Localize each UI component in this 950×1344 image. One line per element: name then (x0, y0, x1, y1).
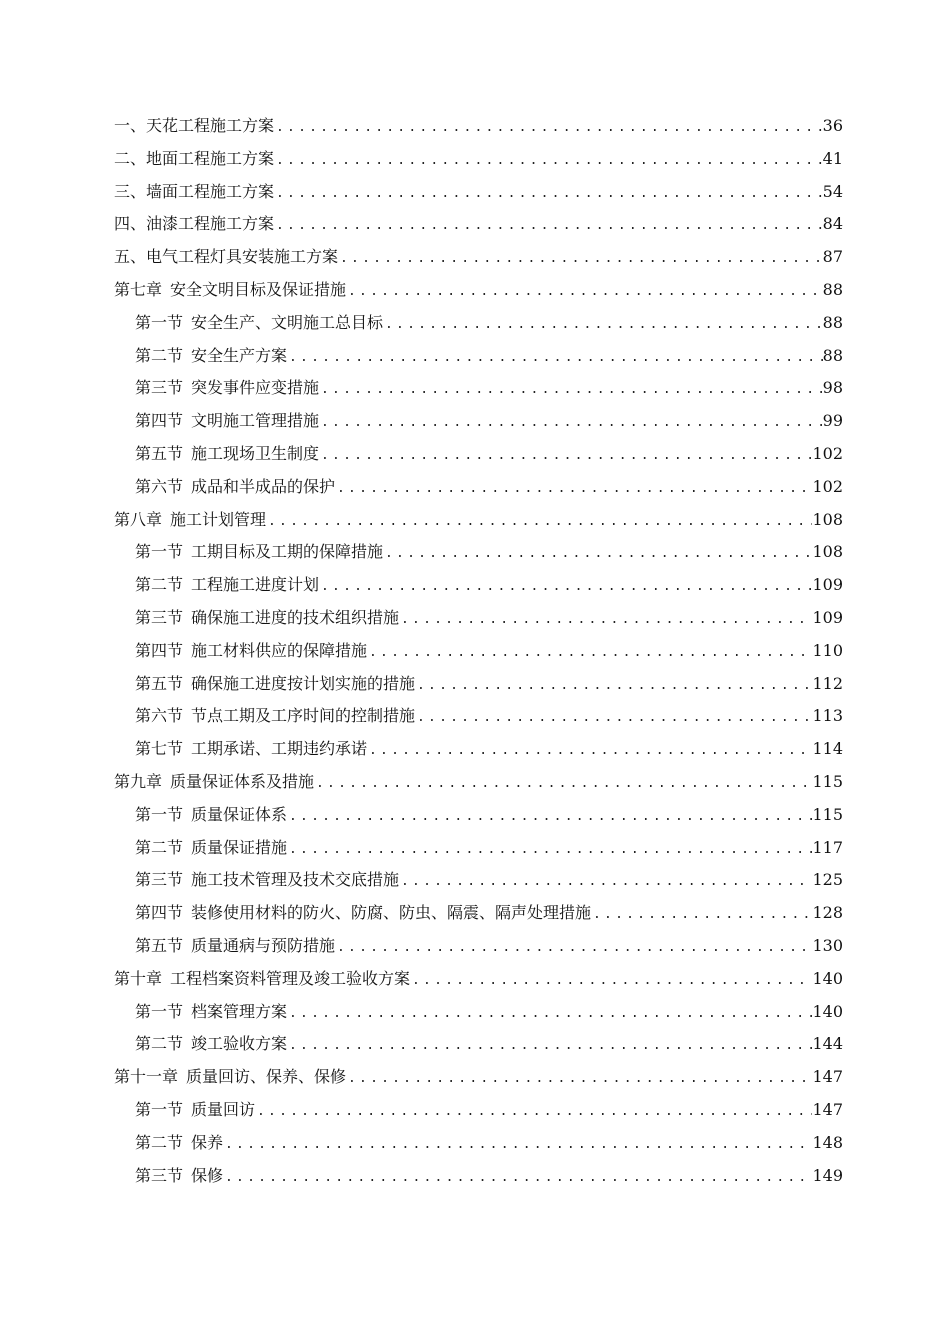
toc-leader-dots (287, 834, 812, 867)
toc-entry-prefix: 第七章 (114, 279, 163, 299)
toc-entry-label (114, 143, 274, 176)
toc-leader-dots (591, 899, 812, 932)
toc-entry-title: 档案管理方案 (191, 1001, 288, 1021)
toc-leader-dots (367, 637, 812, 670)
toc-entry-title: 成品和半成品的保护 (191, 476, 336, 496)
toc-entry-prefix: 第四节 (135, 411, 184, 431)
toc-leader-dots (274, 178, 823, 211)
toc-leader-dots (274, 112, 823, 145)
toc-entry-title: 工程施工进度计划 (191, 575, 320, 595)
toc-entry-label (135, 405, 319, 438)
toc-entry-label (135, 536, 383, 569)
toc-leader-dots (319, 374, 823, 407)
toc-entry-title: 施工计划管理 (170, 509, 267, 529)
toc-entry-page-number: 88 (822, 345, 843, 365)
toc-entry-title: 工期承诺、工期违约承诺 (191, 739, 368, 759)
toc-entry-label (135, 372, 319, 405)
toc-entry-section[interactable] (114, 1028, 843, 1061)
toc-entry-label (114, 1061, 346, 1094)
toc-entry-label (135, 733, 367, 766)
toc-leader-dots (367, 735, 812, 768)
toc-entry-section[interactable] (114, 372, 843, 405)
toc-entry-label (114, 176, 274, 209)
toc-leader-dots (266, 506, 812, 539)
toc-entry-prefix: 第八章 (114, 509, 163, 529)
toc-entry-page-number: 148 (812, 1132, 843, 1152)
toc-leader-dots (223, 1129, 812, 1162)
toc-entry-section[interactable] (114, 602, 843, 635)
toc-entry-title: 节点工期及工序时间的控制措施 (191, 706, 416, 726)
toc-entry-label (135, 897, 591, 930)
toc-leader-dots (255, 1096, 812, 1129)
toc-entry-chapter[interactable] (114, 766, 843, 799)
toc-entry-page-number: 109 (812, 607, 843, 627)
toc-entry-label (135, 602, 399, 635)
toc-leader-dots (383, 538, 812, 571)
toc-entry-label (114, 110, 274, 143)
toc-entry-page-number: 87 (822, 247, 843, 267)
toc-entry-prefix: 第一节 (135, 804, 184, 824)
toc-leader-dots (274, 145, 823, 178)
toc-entry-section[interactable] (114, 438, 843, 471)
toc-entry-prefix: 第六节 (135, 476, 184, 496)
toc-leader-dots (287, 1030, 812, 1063)
toc-entry-section[interactable] (114, 799, 843, 832)
toc-leader-dots (410, 965, 812, 998)
toc-entry-title: 质量通病与预防措施 (191, 935, 336, 955)
toc-entry-chapter[interactable] (114, 241, 843, 274)
toc-entry-chapter[interactable] (114, 143, 843, 176)
toc-entry-section[interactable] (114, 635, 843, 668)
toc-entry-title: 一、天花工程施工方案 (114, 116, 275, 135)
toc-leader-dots (399, 866, 812, 899)
toc-entry-section[interactable] (114, 897, 843, 930)
toc-leader-dots (319, 440, 812, 473)
toc-leader-dots (319, 571, 812, 604)
toc-entry-section[interactable] (114, 405, 843, 438)
toc-leader-dots (415, 670, 812, 703)
toc-entry-label (114, 504, 266, 537)
toc-entry-label (114, 241, 338, 274)
toc-entry-prefix: 第一节 (135, 542, 184, 562)
toc-entry-section[interactable] (114, 733, 843, 766)
toc-entry-title: 质量保证措施 (191, 837, 288, 857)
toc-entry-prefix: 第三节 (135, 378, 184, 398)
toc-entry-title: 四、油漆工程施工方案 (114, 214, 275, 234)
toc-leader-dots (338, 243, 823, 276)
toc-entry-label (114, 208, 274, 241)
toc-leader-dots (415, 702, 812, 735)
toc-leader-dots (346, 276, 823, 309)
toc-entry-section[interactable] (114, 1160, 843, 1193)
toc-leader-dots (319, 407, 823, 440)
toc-entry-prefix: 第六节 (135, 706, 184, 726)
toc-entry-page-number: 108 (812, 509, 843, 529)
toc-entry-section[interactable] (114, 930, 843, 963)
toc-entry-prefix: 第三节 (135, 1165, 184, 1185)
toc-entry-label (135, 832, 287, 865)
toc-entry-title: 施工材料供应的保障措施 (191, 640, 368, 660)
toc-entry-title: 保修 (191, 1165, 224, 1185)
toc-entry-title: 文明施工管理措施 (191, 411, 320, 431)
toc-entry-section[interactable] (114, 471, 843, 504)
toc-leader-dots (287, 801, 812, 834)
toc-entry-prefix: 第三节 (135, 607, 184, 627)
toc-entry-section[interactable] (114, 864, 843, 897)
toc-entry-page-number: 147 (812, 1099, 843, 1119)
toc-entry-prefix: 第五节 (135, 443, 184, 463)
toc-entry-section[interactable] (114, 1094, 843, 1127)
toc-entry-title: 保养 (191, 1132, 224, 1152)
toc-entry-label (135, 1127, 223, 1160)
toc-entry-prefix: 第二节 (135, 345, 184, 365)
toc-entry-title: 工期目标及工期的保障措施 (191, 542, 384, 562)
toc-entry-label (114, 766, 314, 799)
toc-leader-dots (314, 768, 812, 801)
toc-entry-title: 安全文明目标及保证措施 (170, 279, 347, 299)
toc-leader-dots (223, 1162, 812, 1195)
toc-leader-dots (399, 604, 812, 637)
toc-entry-label (135, 635, 367, 668)
toc-entry-label (135, 307, 383, 340)
toc-entry-page-number: 149 (812, 1165, 843, 1185)
toc-leader-dots (346, 1063, 812, 1096)
toc-entry-title: 质量保证体系及措施 (170, 771, 315, 791)
toc-entry-title: 安全生产方案 (191, 345, 288, 365)
toc-leader-dots (287, 342, 823, 375)
toc-entry-section[interactable] (114, 996, 843, 1029)
toc-entry-prefix: 第一节 (135, 1001, 184, 1021)
toc-entry-label (135, 471, 335, 504)
toc-entry-page-number: 88 (822, 312, 843, 332)
toc-entry-prefix: 第四节 (135, 903, 184, 923)
toc-entry-page-number: 98 (822, 378, 843, 398)
toc-entry-page-number: 130 (812, 935, 843, 955)
toc-entry-prefix: 第四节 (135, 640, 184, 660)
toc-entry-prefix: 第五节 (135, 935, 184, 955)
toc-entry-chapter[interactable] (114, 274, 843, 307)
toc-entry-page-number: 140 (812, 1001, 843, 1021)
toc-entry-section[interactable] (114, 340, 843, 373)
toc-entry-page-number: 144 (812, 1034, 843, 1054)
toc-entry-page-number: 102 (812, 443, 843, 463)
toc-entry-label (135, 996, 287, 1029)
toc-entry-title: 确保施工进度按计划实施的措施 (191, 673, 416, 693)
toc-entry-chapter[interactable] (114, 963, 843, 996)
toc-entry-title: 工程档案资料管理及竣工验收方案 (170, 968, 411, 988)
toc-entry-title: 三、墙面工程施工方案 (114, 181, 275, 201)
toc-entry-prefix: 第一节 (135, 312, 184, 332)
toc-entry-title: 质量回访、保养、保修 (186, 1067, 347, 1087)
toc-entry-title: 质量回访 (191, 1099, 256, 1119)
toc-entry-title: 质量保证体系 (191, 804, 288, 824)
toc-entry-title: 五、电气工程灯具安装施工方案 (114, 247, 339, 267)
toc-leader-dots (274, 210, 823, 243)
toc-entry-prefix: 第二节 (135, 1132, 184, 1152)
toc-entry-title: 施工技术管理及技术交底措施 (191, 870, 400, 890)
toc-entry-title: 二、地面工程施工方案 (114, 148, 275, 168)
toc-entry-title: 安全生产、文明施工总目标 (191, 312, 384, 332)
toc-entry-page-number: 115 (812, 771, 843, 791)
toc-entry-section[interactable] (114, 307, 843, 340)
toc-entry-page-number: 112 (812, 673, 843, 693)
toc-entry-prefix: 第十一章 (114, 1067, 179, 1087)
toc-entry-prefix: 第五节 (135, 673, 184, 693)
toc-leader-dots (335, 932, 812, 965)
toc-entry-page-number: 114 (812, 739, 843, 759)
toc-entry-prefix: 第七节 (135, 739, 184, 759)
toc-entry-page-number: 99 (822, 411, 843, 431)
toc-entry-prefix: 第十章 (114, 968, 163, 988)
toc-entry-label (135, 1028, 287, 1061)
toc-entry-label (114, 274, 346, 307)
toc-leader-dots (383, 309, 823, 342)
toc-leader-dots (335, 473, 812, 506)
toc-entry-page-number: 108 (812, 542, 843, 562)
toc-entry-chapter[interactable] (114, 1061, 843, 1094)
toc-entry-prefix: 第九章 (114, 771, 163, 791)
toc-entry-label (135, 668, 415, 701)
toc-entry-label (135, 1160, 223, 1193)
toc-entry-label (135, 340, 287, 373)
toc-entry-label (135, 569, 319, 602)
toc-entry-section[interactable] (114, 700, 843, 733)
toc-leader-dots (287, 998, 812, 1031)
toc-entry-chapter[interactable] (114, 504, 843, 537)
toc-entry-section[interactable] (114, 832, 843, 865)
toc-entry-title: 装修使用材料的防火、防腐、防虫、隔震、隔声处理措施 (191, 903, 592, 923)
toc-entry-page-number: 102 (812, 476, 843, 496)
toc-entry-label (135, 864, 399, 897)
toc-entry-section[interactable] (114, 1127, 843, 1160)
toc-entry-title: 确保施工进度的技术组织措施 (191, 607, 400, 627)
toc-entry-page-number: 110 (812, 640, 843, 660)
toc-entry-label (114, 963, 410, 996)
toc-entry-prefix: 第二节 (135, 837, 184, 857)
toc-entry-page-number: 41 (822, 148, 843, 168)
toc-entry-label (135, 700, 415, 733)
toc-entry-page-number: 147 (812, 1067, 843, 1087)
toc-entry-prefix: 第一节 (135, 1099, 184, 1119)
toc-entry-page-number: 109 (812, 575, 843, 595)
toc-entry-page-number: 128 (812, 903, 843, 923)
toc-entry-chapter[interactable] (114, 208, 843, 241)
toc-entry-prefix: 第三节 (135, 870, 184, 890)
toc-entry-label (135, 438, 319, 471)
toc-entry-title: 突发事件应变措施 (191, 378, 320, 398)
toc-entry-section[interactable] (114, 668, 843, 701)
toc-entry-chapter[interactable] (114, 110, 843, 143)
toc-entry-page-number: 36 (822, 116, 843, 135)
toc-entry-page-number: 88 (822, 279, 843, 299)
toc-entry-section[interactable] (114, 536, 843, 569)
toc-entry-title: 施工现场卫生制度 (191, 443, 320, 463)
toc-entry-title: 竣工验收方案 (191, 1034, 288, 1054)
toc-entry-prefix: 第二节 (135, 575, 184, 595)
toc-entry-page-number: 113 (812, 706, 843, 726)
toc-entry-page-number: 140 (812, 968, 843, 988)
toc-entry-chapter[interactable] (114, 176, 843, 209)
toc-entry-section[interactable] (114, 569, 843, 602)
toc-entry-label (135, 930, 335, 963)
toc-entry-page-number: 117 (812, 837, 843, 857)
toc-entry-label (135, 799, 287, 832)
toc-entry-page-number: 54 (822, 181, 843, 201)
toc-entry-page-number: 84 (822, 214, 843, 234)
toc-entry-label (135, 1094, 255, 1127)
table-of-contents (114, 110, 843, 1192)
toc-entry-page-number: 115 (812, 804, 843, 824)
toc-entry-prefix: 第二节 (135, 1034, 184, 1054)
toc-entry-page-number: 125 (812, 870, 843, 890)
